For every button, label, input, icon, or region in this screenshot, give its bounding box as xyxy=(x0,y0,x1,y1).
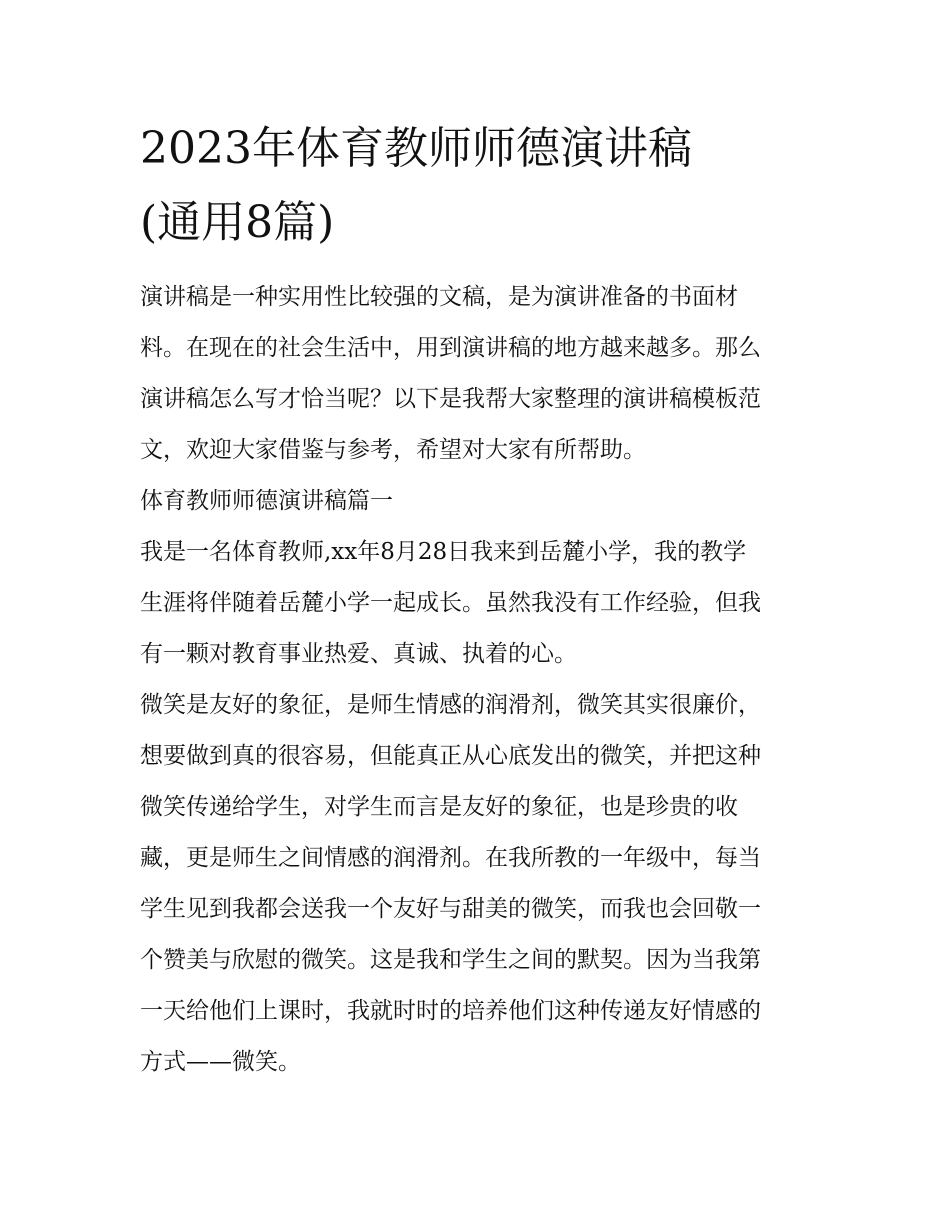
text-line: 体育教师师德演讲稿篇一 xyxy=(140,488,393,514)
text-line: 演讲稿是一种实用性比较强的文稿，是为演讲准备的书面材 xyxy=(140,284,738,310)
text-line: 有一颗对教育事业热爱、真诚、执着的心。 xyxy=(140,641,577,667)
text-line: 微笑是友好的象征，是师生情感的润滑剂，微笑其实很廉价， xyxy=(140,692,761,718)
text-line: 演讲稿怎么写才恰当呢？以下是我帮大家整理的演讲稿模板范 xyxy=(140,386,761,412)
text-line: 料。在现在的社会生活中，用到演讲稿的地方越来越多。那么 xyxy=(140,335,761,361)
intro-paragraph xyxy=(140,272,820,476)
text-line: 我是一名体育教师,xx年8月28日我来到岳麓小学，我的教学 xyxy=(140,539,747,565)
text-line: 学生见到我都会送我一个友好与甜美的微笑，而我也会回敬一 xyxy=(140,896,761,922)
body-paragraph xyxy=(140,527,820,680)
text-line: 藏，更是师生之间情感的润滑剂。在我所教的一年级中，每当 xyxy=(140,845,761,871)
title-line: 2023年体育教师师德演讲稿 xyxy=(140,123,692,174)
body-paragraph xyxy=(140,680,820,1088)
section-heading xyxy=(140,476,820,527)
text-line: 文，欢迎大家借鉴与参考，希望对大家有所帮助。 xyxy=(140,437,646,463)
text-line: 想要做到真的很容易，但能真正从心底发出的微笑，并把这种 xyxy=(140,743,761,769)
document-body xyxy=(140,112,820,1088)
text-line: 个赞美与欣慰的微笑。这是我和学生之间的默契。因为当我第 xyxy=(140,947,761,973)
text-line: 微笑传递给学生，对学生而言是友好的象征，也是珍贵的收 xyxy=(140,794,738,820)
text-line: 生涯将伴随着岳麓小学一起成长。虽然我没有工作经验，但我 xyxy=(140,590,761,616)
title-line: (通用8篇) xyxy=(140,197,335,248)
text-line: 一天给他们上课时，我就时时的培养他们这种传递友好情感的 xyxy=(140,998,761,1024)
text-line: 方式——微笑。 xyxy=(140,1049,301,1075)
document-title xyxy=(140,112,780,260)
